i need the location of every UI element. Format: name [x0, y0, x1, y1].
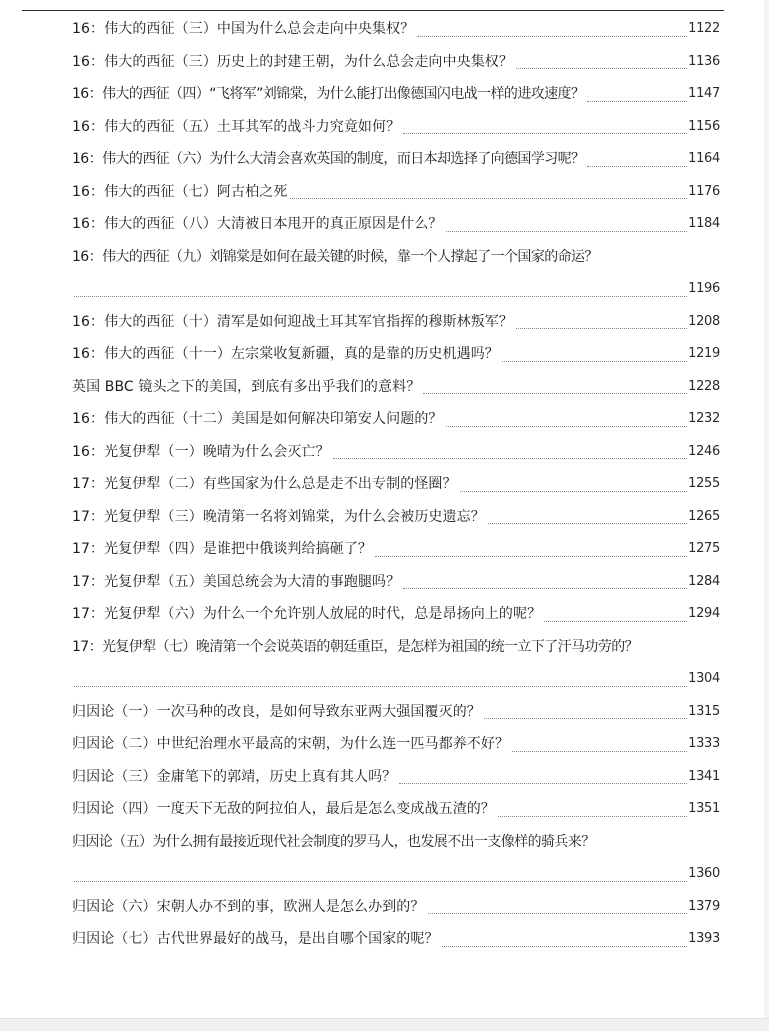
- toc-entry-title: 16：伟大的西征（六）为什么大清会喜欢英国的制度，而日本却选择了向德国学习呢？: [72, 151, 585, 167]
- toc-entry[interactable]: [72, 826, 720, 891]
- toc-entry-title: 16：伟大的西征（三）历史上的封建王朝，为什么总会走向中央集权？: [72, 53, 514, 70]
- toc-entry-title: 17：光复伊犁（三）晚清第一名将刘锦棠，为什么会被历史遗忘？: [72, 508, 485, 525]
- toc-entry-title: 16：伟大的西征（三）中国为什么总会走向中央集权？: [72, 21, 415, 37]
- dot-leader: [587, 100, 687, 102]
- toc-entry-page: 1208: [688, 313, 720, 329]
- toc-entry[interactable]: [72, 501, 720, 534]
- toc-entry-page: 1228: [688, 378, 720, 394]
- dot-leader: [423, 392, 687, 394]
- toc-entry-title: 17：光复伊犁（二）有些国家为什么总是走不出专制的怪圈？: [72, 476, 457, 492]
- toc-entry-title: 17：光复伊犁（七）晚清第一个会说英语的朝廷重臣，是怎样为祖国的统一立下了汗马功劳的？: [72, 638, 639, 655]
- toc-entry[interactable]: [72, 761, 720, 794]
- toc-entry-page: 1156: [688, 118, 720, 134]
- toc-entry-page: 1184: [688, 216, 720, 231]
- dot-leader: [516, 67, 687, 69]
- toc-entry[interactable]: [72, 306, 720, 339]
- dot-leader: [333, 457, 687, 459]
- toc-entry-page: 1304: [688, 671, 720, 686]
- toc-entry-page: 1122: [688, 21, 720, 36]
- toc-entry[interactable]: [72, 403, 720, 436]
- toc-entry-title: 16：伟大的西征（九）刘锦棠是如何在最关键的时候，靠一个人撑起了一个国家的命运？: [72, 248, 598, 265]
- dot-leader: [516, 327, 687, 329]
- toc-entry-page: 1147: [688, 86, 720, 101]
- toc-entry[interactable]: [72, 728, 720, 761]
- toc-entry-continuation: [72, 858, 720, 891]
- toc-entry-title: 英国 BBC 镜头之下的美国，到底有多出乎我们的意料？: [72, 378, 421, 395]
- toc-entry-page: 1379: [688, 898, 720, 914]
- dot-leader: [502, 360, 687, 362]
- toc-entry[interactable]: [72, 176, 720, 209]
- toc-entry-page: 1315: [688, 703, 720, 719]
- toc-entry-page: 1176: [688, 183, 720, 199]
- toc-entry-title: 16：伟大的西征（十二）美国是如何解决印第安人问题的？: [72, 411, 443, 427]
- dot-leader: [460, 490, 687, 492]
- toc-entry[interactable]: [72, 598, 720, 631]
- toc-entry-page: 1284: [688, 573, 720, 589]
- toc-entry-title: 16：伟大的西征（十）清军是如何迎战土耳其军官指挥的穆斯林叛军？: [72, 313, 514, 330]
- toc-entry-title: 16：伟大的西征（七）阿古柏之死: [72, 183, 288, 200]
- toc-entry-title: 16：伟大的西征（八）大清被日本甩开的真正原因是什么？: [72, 216, 443, 232]
- dot-leader: [428, 912, 688, 914]
- toc-entry[interactable]: [72, 371, 720, 404]
- dot-leader: [587, 165, 687, 167]
- toc-entry-title: 16：伟大的西征（十一）左宗棠收复新疆，真的是靠的历史机遇吗？: [72, 346, 499, 362]
- toc-entry-title: 归因论（五）为什么拥有最接近现代社会制度的罗马人，也发展不出一支像样的骑兵来？: [72, 833, 595, 850]
- dot-leader: [512, 750, 687, 752]
- toc-entry-page: 1351: [688, 801, 720, 816]
- page-edge-shadow: [764, 0, 769, 1018]
- dot-leader: [544, 620, 687, 622]
- dot-leader: [488, 522, 687, 524]
- toc-entry-page: 1275: [688, 541, 720, 556]
- toc-entry-title: 归因论（六）宋朝人办不到的事，欧洲人是怎么办到的？: [72, 898, 425, 915]
- toc-entry[interactable]: [72, 793, 720, 826]
- toc-entry-title: 16：伟大的西征（四）“飞将军”刘锦棠，为什么能打出像德国闪电战一样的进攻速度？: [72, 86, 585, 102]
- dot-leader: [399, 782, 687, 784]
- toc-entry-page: 1393: [688, 931, 720, 946]
- dot-leader: [74, 685, 687, 687]
- toc-entry[interactable]: [72, 338, 720, 371]
- toc-entry-page: 1246: [688, 443, 720, 459]
- dot-leader: [74, 295, 687, 297]
- dot-leader: [442, 945, 688, 947]
- toc-entry[interactable]: [72, 631, 720, 696]
- toc-entry[interactable]: [72, 696, 720, 729]
- dot-leader: [484, 717, 687, 719]
- toc-entry[interactable]: [72, 143, 720, 176]
- toc-entry-page: 1360: [688, 866, 720, 881]
- toc-entry[interactable]: [72, 78, 720, 111]
- dot-leader: [417, 35, 687, 37]
- toc-entry-title: 16：光复伊犁（一）晚晴为什么会灭亡？: [72, 443, 330, 460]
- toc-entry[interactable]: [72, 468, 720, 501]
- dot-leader: [446, 230, 688, 232]
- dot-leader: [498, 815, 687, 817]
- toc-entry[interactable]: [72, 241, 720, 306]
- toc-entry-page: 1294: [688, 606, 720, 621]
- toc-entry-title: 归因论（一）一次马种的改良，是如何导致东亚两大强国覆灭的？: [72, 703, 481, 720]
- header-rule: [22, 10, 724, 11]
- toc-entry-page: 1341: [688, 768, 720, 784]
- toc-entry-title: 17：光复伊犁（四）是谁把中俄谈判给搞砸了？: [72, 541, 373, 557]
- toc-entry-title: 归因论（七）古代世界最好的战马，是出自哪个国家的呢？: [72, 931, 439, 947]
- dot-leader: [403, 132, 687, 134]
- toc-entry-page: 1196: [688, 281, 720, 296]
- toc-entry-continuation: [72, 273, 720, 306]
- table-of-contents: [72, 13, 720, 956]
- toc-entry[interactable]: [72, 891, 720, 924]
- toc-entry-title: 归因论（四）一度天下无敌的阿拉伯人，最后是怎么变成战五渣的？: [72, 801, 495, 817]
- toc-entry[interactable]: [72, 111, 720, 144]
- toc-entry[interactable]: [72, 566, 720, 599]
- toc-entry[interactable]: [72, 533, 720, 566]
- toc-entry[interactable]: [72, 46, 720, 79]
- dot-leader: [446, 425, 688, 427]
- dot-leader: [403, 587, 687, 589]
- dot-leader: [290, 197, 687, 199]
- toc-entry[interactable]: [72, 13, 720, 46]
- toc-entry-title: 归因论（二）中世纪治理水平最高的宋朝，为什么连一匹马都养不好？: [72, 736, 510, 752]
- toc-entry-page: 1164: [688, 151, 720, 166]
- toc-entry-continuation: [72, 663, 720, 696]
- toc-entry-title: 16：伟大的西征（五）土耳其军的战斗力究竟如何？: [72, 118, 401, 135]
- toc-entry-page: 1136: [688, 53, 720, 69]
- dot-leader: [74, 880, 687, 882]
- toc-entry-title: 17：光复伊犁（六）为什么一个允许别人放屁的时代，总是昂扬向上的呢？: [72, 606, 542, 622]
- toc-entry-page: 1219: [688, 346, 720, 361]
- toc-entry-page: 1232: [688, 411, 720, 426]
- toc-entry[interactable]: [72, 923, 720, 956]
- toc-entry-title: 17：光复伊犁（五）美国总统会为大清的事跑腿吗？: [72, 573, 401, 590]
- toc-entry[interactable]: [72, 436, 720, 469]
- toc-entry-page: 1255: [688, 476, 720, 491]
- toc-entry-page: 1265: [688, 508, 720, 524]
- dot-leader: [375, 555, 687, 557]
- page-bottom-band: [0, 1018, 769, 1031]
- toc-entry-title: 归因论（三）金庸笔下的郭靖，历史上真有其人吗？: [72, 768, 397, 785]
- toc-entry[interactable]: [72, 208, 720, 241]
- toc-entry-page: 1333: [688, 736, 720, 751]
